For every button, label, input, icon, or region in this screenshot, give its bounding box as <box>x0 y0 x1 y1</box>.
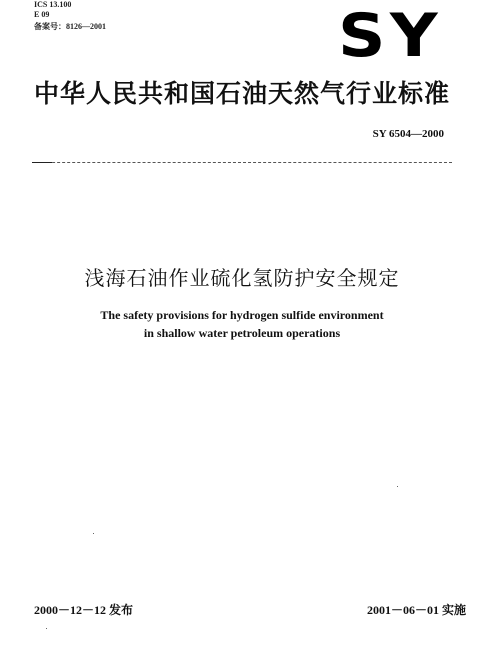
scan-speck <box>93 533 94 534</box>
standard-number: SY 6504—2000 <box>372 128 444 140</box>
document-title-english-line2: in shallow water petroleum operations <box>143 326 341 340</box>
document-title-english-line1: The safety provisions for hydrogen sulfide environment <box>100 308 384 322</box>
classification-code: E 09 <box>34 10 50 19</box>
filing-number: 备案号：8126—2001 <box>34 22 106 31</box>
ics-code: ICS 13.100 <box>34 0 72 9</box>
document-title-chinese: 浅海石油作业硫化氢防护安全规定 <box>84 266 400 290</box>
header-divider-start <box>32 162 52 163</box>
sy-logo <box>335 6 445 62</box>
issue-date: 2000－12－12 发布 <box>34 603 134 617</box>
standard-category-title: 中华人民共和国石油天然气行业标准 <box>33 79 450 108</box>
sy-logo-text: SY <box>338 6 442 62</box>
implementation-date: 2001－06－01 实施 <box>366 603 466 617</box>
header-divider <box>32 162 452 164</box>
scan-speck <box>397 486 398 487</box>
scan-speck <box>46 628 47 629</box>
